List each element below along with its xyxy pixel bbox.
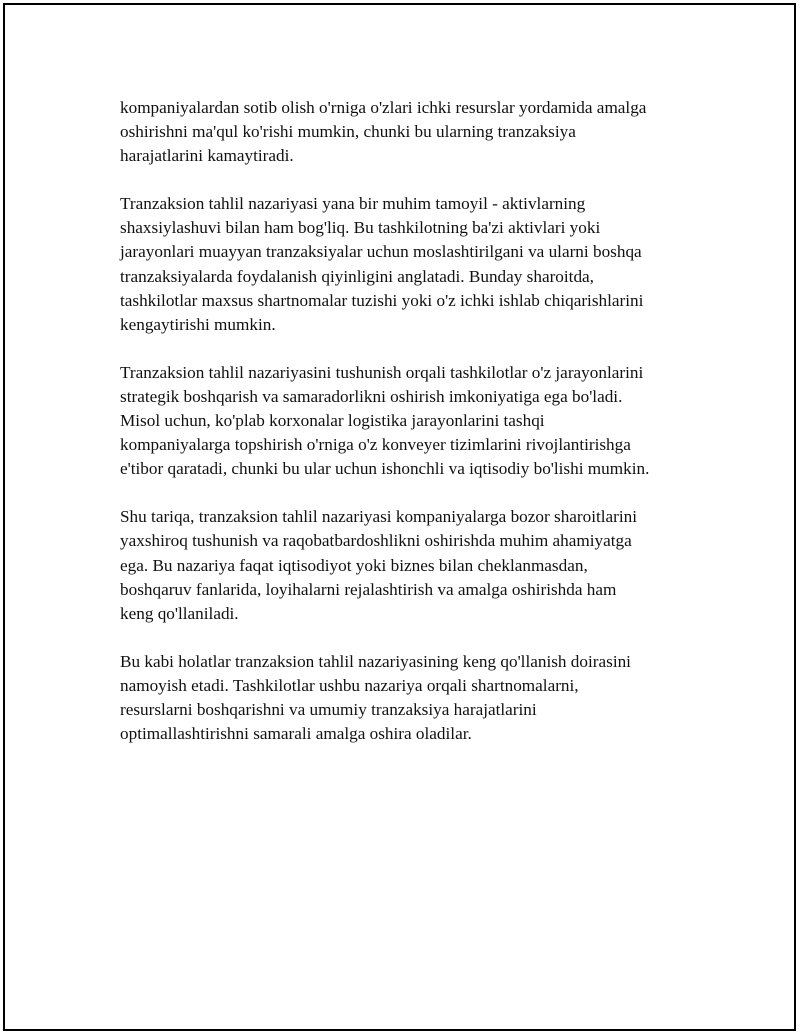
text-line: kompaniyalarga topshirish o'rniga o'z konveyer tizimlarini rivojlantirishga — [120, 435, 631, 455]
text-line: Shu tariqa, tranzaksion tahlil nazariyasi kompaniyalarga bozor sharoitlarini — [120, 507, 638, 527]
text-line: jarayonlari muayyan tranzaksiyalar uchun moslashtirilgani va ularni boshqa — [120, 242, 642, 262]
page-frame — [3, 3, 796, 1031]
text-line: harajatlarini kamaytiradi. — [120, 146, 294, 166]
text-line: e'tibor qaratadi, chunki bu ular uchun ishonchli va iqtisodiy bo'lishi mumkin. — [120, 459, 650, 479]
text-line: tranzaksiyalarda foydalanish qiyinligini anglatadi. Bunday sharoitda, — [120, 266, 594, 286]
text-line: strategik boshqarish va samaradorlikni oshirish imkoniyatiga ega bo'ladi. — [120, 386, 623, 406]
text-line: Tranzaksion tahlil nazariyasi yana bir muhim tamoyil - aktivlarning — [120, 194, 586, 214]
text-line: Bu kabi holatlar tranzaksion tahlil nazariyasining keng qo'llanish doirasini — [120, 651, 631, 671]
text-line: boshqaruv fanlarida, loyihalarni rejalashtirish va amalga oshirishda ham — [120, 579, 617, 599]
text-line: shaxsiylashuvi bilan ham bog'liq. Bu tashkilotning ba'zi aktivlari yoki — [120, 218, 601, 238]
text-line: yaxshiroq tushunish va raqobatbardoshlikni oshirishda muhim ahamiyatga — [120, 531, 632, 551]
text-line: tashkilotlar maxsus shartnomalar tuzishi yoki o'z ichki ishlab chiqarishlarini — [120, 290, 644, 310]
paragraph-5 — [120, 650, 700, 746]
paragraph-4 — [120, 505, 700, 625]
text-line: Tranzaksion tahlil nazariyasini tushunish orqali tashkilotlar o'z jarayonlarini — [120, 362, 644, 382]
paragraph-2 — [120, 192, 700, 337]
text-line: ega. Bu nazariya faqat iqtisodiyot yoki biznes bilan cheklanmasdan, — [120, 555, 588, 575]
document-body — [120, 96, 700, 770]
text-line: oshirishni ma'qul ko'rishi mumkin, chunki bu ularning tranzaksiya — [120, 122, 576, 142]
text-line: Misol uchun, ko'plab korxonalar logistika jarayonlarini tashqi — [120, 411, 545, 431]
paragraph-1 — [120, 96, 700, 168]
text-line: kengaytirishi mumkin. — [120, 314, 276, 334]
text-line: optimallashtirishni samarali amalga oshira oladilar. — [120, 724, 472, 744]
text-line: resurslarni boshqarishni va umumiy tranzaksiya harajatlarini — [120, 699, 537, 719]
text-line: namoyish etadi. Tashkilotlar ushbu nazariya orqali shartnomalarni, — [120, 675, 579, 695]
text-line: keng qo'llaniladi. — [120, 603, 239, 623]
paragraph-3 — [120, 361, 700, 481]
text-line: kompaniyalardan sotib olish o'rniga o'zlari ichki resurslar yordamida amalga — [120, 98, 647, 117]
